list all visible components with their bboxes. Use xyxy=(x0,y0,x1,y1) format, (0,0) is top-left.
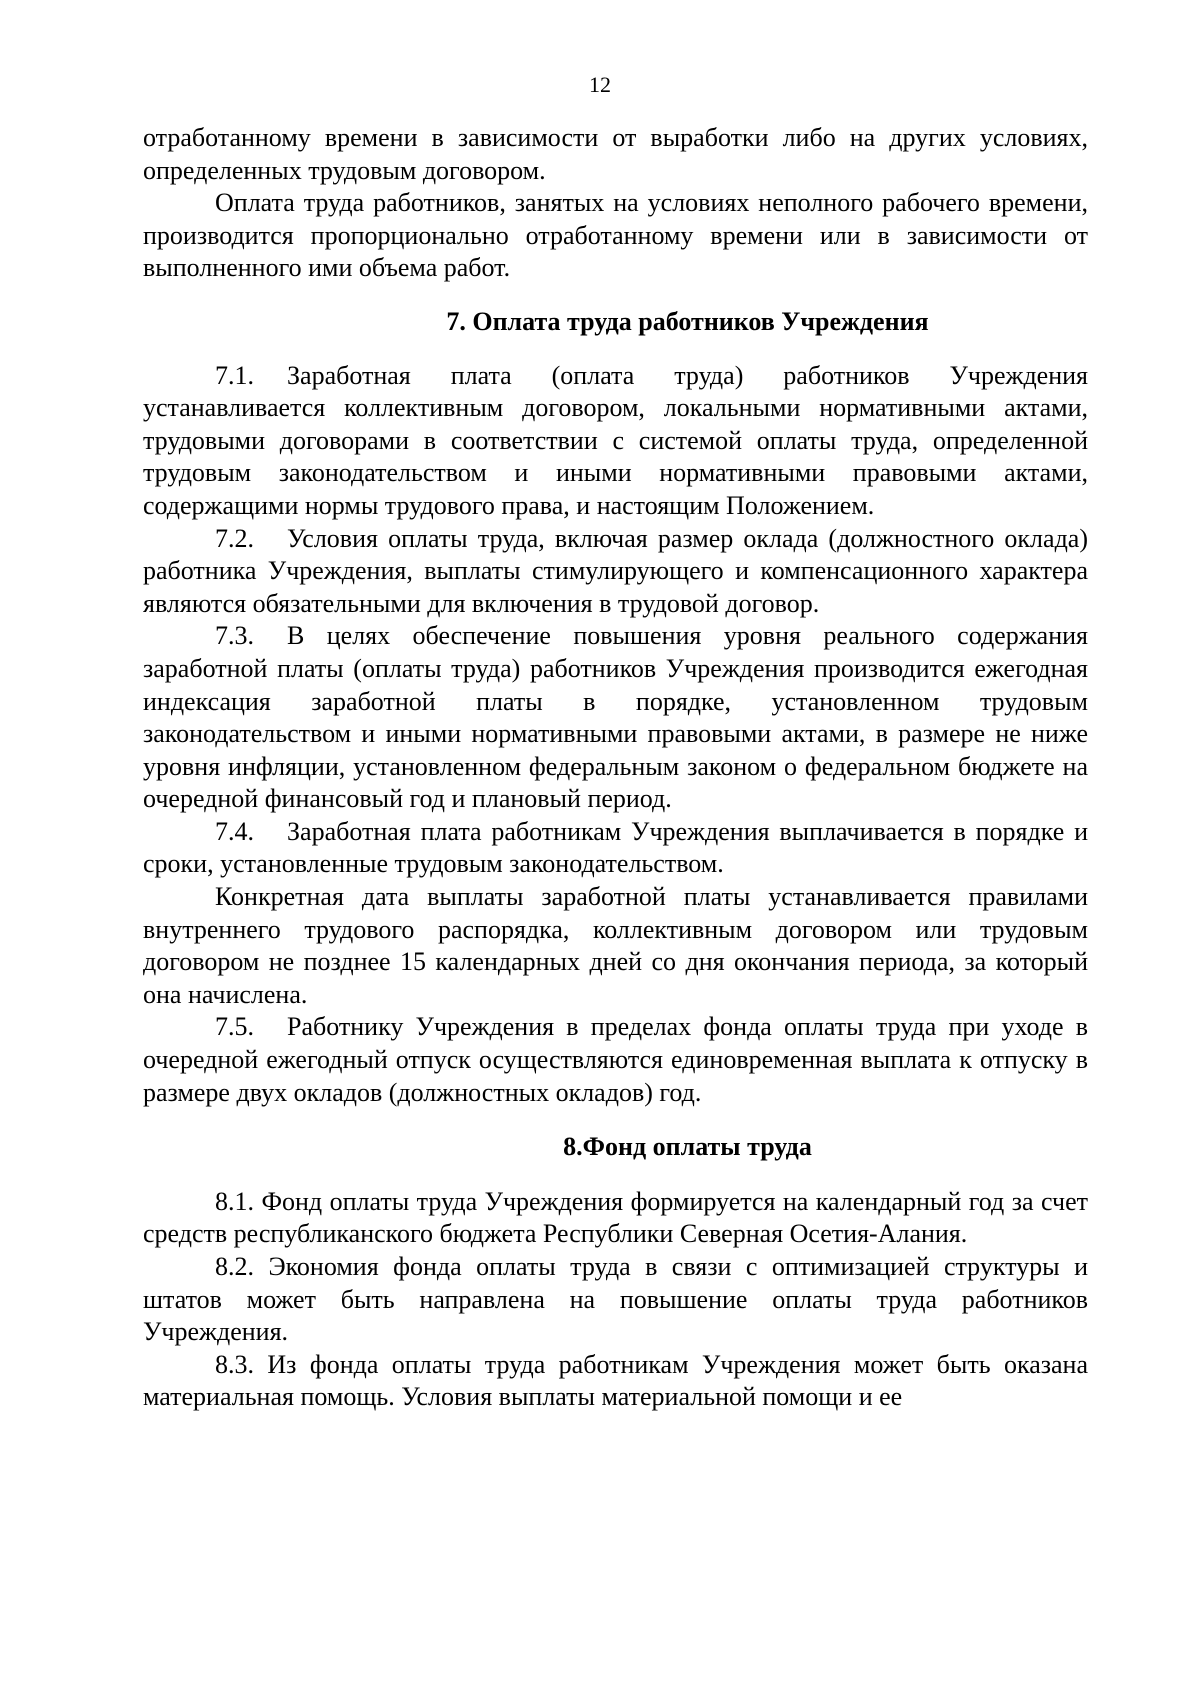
paragraph-continuation: отработанному времени в зависимости от выработки либо на других условиях, определенных трудовым договором. xyxy=(143,123,1088,185)
clause-text: Условия оплаты труда, включая размер оклада (должностного оклада) работника Учреждения, выплаты стимулирующего и компенсационного характера являются обязательными для включения в трудовой договор. xyxy=(143,523,1088,618)
clause-text: Конкретная дата выплаты заработной платы устанавливается правилами внутреннего трудового распорядка, коллективным договором или трудовым договором не позднее 15 календарных дней со дня окончания периода, за который она начислена. xyxy=(143,882,1088,1009)
clause-text: Работнику Учреждения в пределах фонда оплаты труда при уходе в очередной ежегодный отпуск осуществляются единовременная выплата к отпуску в размере двух окладов (должностных окладов) год. xyxy=(143,1012,1088,1107)
clause-8-1: 8.1. Фонд оплаты труда Учреждения формируется на календарный год за счет средств республиканского бюджета Республики Северная Осетия-Алания. xyxy=(143,1186,1088,1249)
clause-number: 7.5. xyxy=(215,1012,254,1042)
clause-number: 7.2. xyxy=(215,523,254,553)
clause-7-4 xyxy=(143,816,1088,881)
clause-text: В целях обеспечение повышения уровня реального содержания заработной платы (оплаты труда) работников Учреждения производится ежегодная индексация заработной платы в порядке, установленном трудовым законодательством и иными нормативными правовыми актами, в размере не ниже уровня инфляции, установленном федеральным законом о федеральном бюджете на очередной финансовый год и плановый период. xyxy=(143,621,1088,814)
clause-8-2: 8.2. Экономия фонда оплаты труда в связи с оптимизацией структуры и штатов может быть направлена на повышение оплаты труда работников Учреждения. xyxy=(143,1252,1088,1347)
clause-7-4-payment-date xyxy=(143,881,1088,1011)
section-7-heading: 7. Оплата труда работников Учреждения xyxy=(446,306,929,336)
paragraph-part-time: Оплата труда работников, занятых на условиях неполного рабочего времени, производится пропорционально отработанному времени или в зависимости от выполненного ими объема работ. xyxy=(143,188,1088,283)
page-number: 12 xyxy=(589,72,611,97)
clause-8-3: 8.3. Из фонда оплаты труда работникам Учреждения может быть оказана материальная помощь. Условия выплаты материальной помощи и ее xyxy=(143,1349,1088,1412)
clause-7-5 xyxy=(143,1011,1088,1109)
clause-7-3 xyxy=(143,620,1088,816)
section-8-heading: 8.Фонд оплаты труда xyxy=(563,1132,812,1162)
clause-text: Заработная плата работникам Учреждения выплачивается в порядке и сроки, установленные трудовым законодательством. xyxy=(143,816,1088,879)
clause-7-2 xyxy=(143,523,1088,621)
clause-number: 7.3. xyxy=(215,621,254,651)
clause-text: Заработная плата (оплата труда) работников Учреждения устанавливается коллективным договором, локальными нормативными актами, трудовыми договорами в соответствии с системой оплаты труда, определенной трудовым законодательством и иными нормативными правовыми актами, содержащими нормы трудового права, и настоящим Положением. xyxy=(143,360,1088,520)
clause-number: 7.4. xyxy=(215,816,254,846)
clause-7-1 xyxy=(143,360,1088,523)
document-body xyxy=(143,122,1088,1414)
clause-number: 7.1. xyxy=(215,360,254,390)
